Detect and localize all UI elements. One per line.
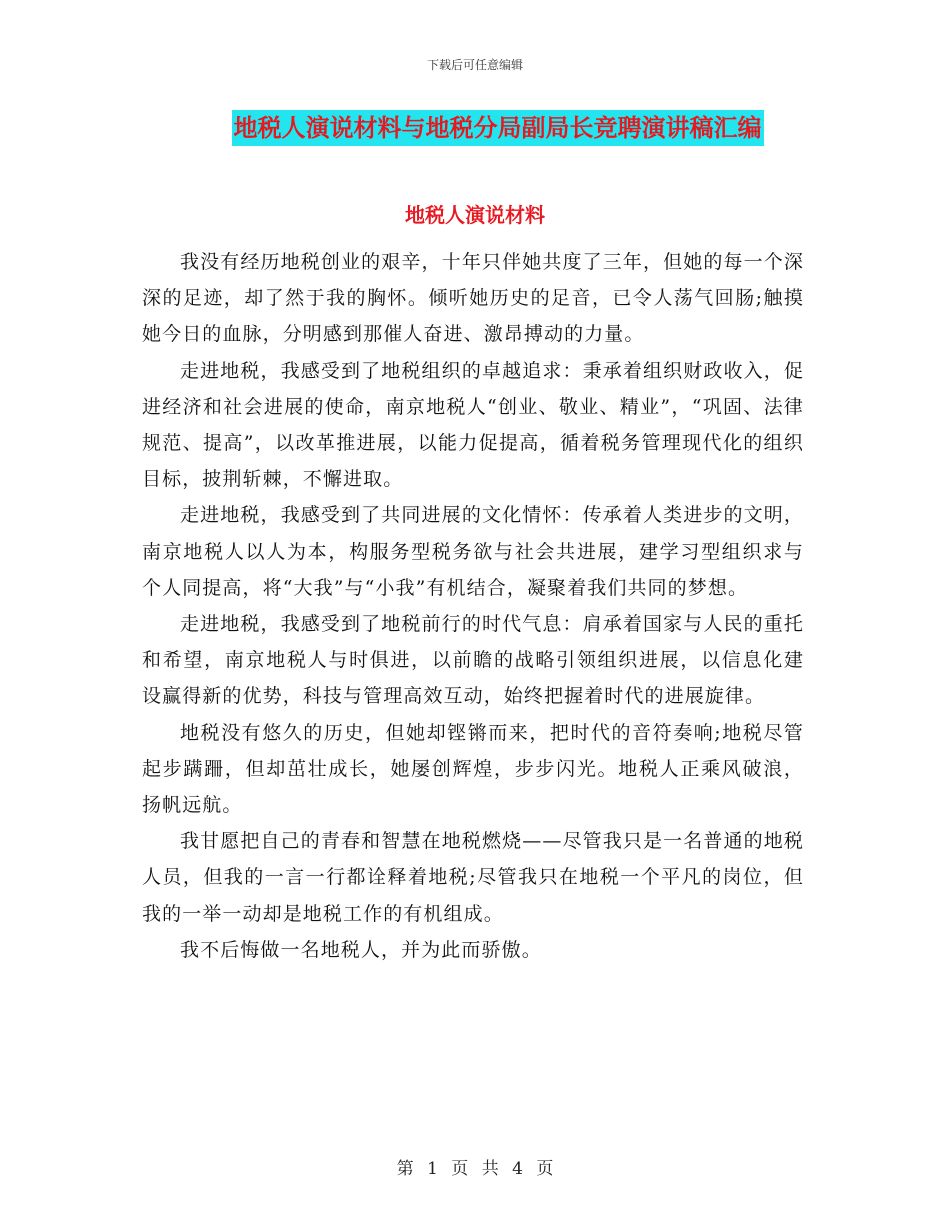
paragraph: 走进地税，我感受到了共同进展的文化情怀：传承着人类进步的文明，南京地税人以人为本，构服务型税务欲与社会共进展，建学习型组织求与个人同提高，将“大我”与“小我”有机结合，凝聚着我们共同的梦想。 — [142, 504, 804, 599]
paragraph: 我甘愿把自己的青春和智慧在地税燃烧——尽管我只是一名普通的地税人员，但我的一言一行都诠释着地税;尽管我只在地税一个平凡的岗位，但我的一举一动却是地税工作的有机组成。 — [142, 830, 804, 925]
body-text — [142, 244, 804, 968]
paragraph: 地税没有悠久的历史，但她却铿锵而来，把时代的音符奏响;地税尽管起步蹒跚，但却茁壮成长，她屡创辉煌，步步闪光。地税人正乘风破浪，扬帆远航。 — [142, 721, 804, 817]
header-note: 下载后可任意编辑 — [426, 58, 523, 72]
paragraph: 我没有经历地税创业的艰辛，十年只伴她共度了三年，但她的每一个深深的足迹，却了然于我的胸怀。倾听她历史的足音，已令人荡气回肠;触摸她今日的血脉，分明感到那催人奋进、激昂搏动的力量。 — [142, 251, 804, 346]
page-number: 第 1 页 共 4 页 — [396, 1159, 554, 1179]
main-title-container — [0, 110, 950, 146]
main-title: 地税人演说材料与地税分局副局长竞聘演讲稿汇编 — [232, 110, 764, 146]
paragraph: 走进地税，我感受到了地税前行的时代气息：肩承着国家与人民的重托和希望，南京地税人与时俱进，以前瞻的战略引领组织进展，以信息化建设赢得新的优势，科技与管理高效互动，始终把握着时代的进展旋律。 — [142, 613, 804, 708]
paragraph: 我不后悔做一名地税人，并为此而骄傲。 — [180, 938, 542, 961]
paragraph: 走进地税，我感受到了地税组织的卓越追求：秉承着组织财政收入，促进经济和社会进展的使命，南京地税人“创业、敬业、精业”，“巩固、法律规范、提高”，以改革推进展，以能力促提高，循着税务管理现代化的组织目标，披荆斩棘，不懈进取。 — [142, 359, 804, 491]
section-title: 地税人演说材料 — [405, 203, 545, 227]
